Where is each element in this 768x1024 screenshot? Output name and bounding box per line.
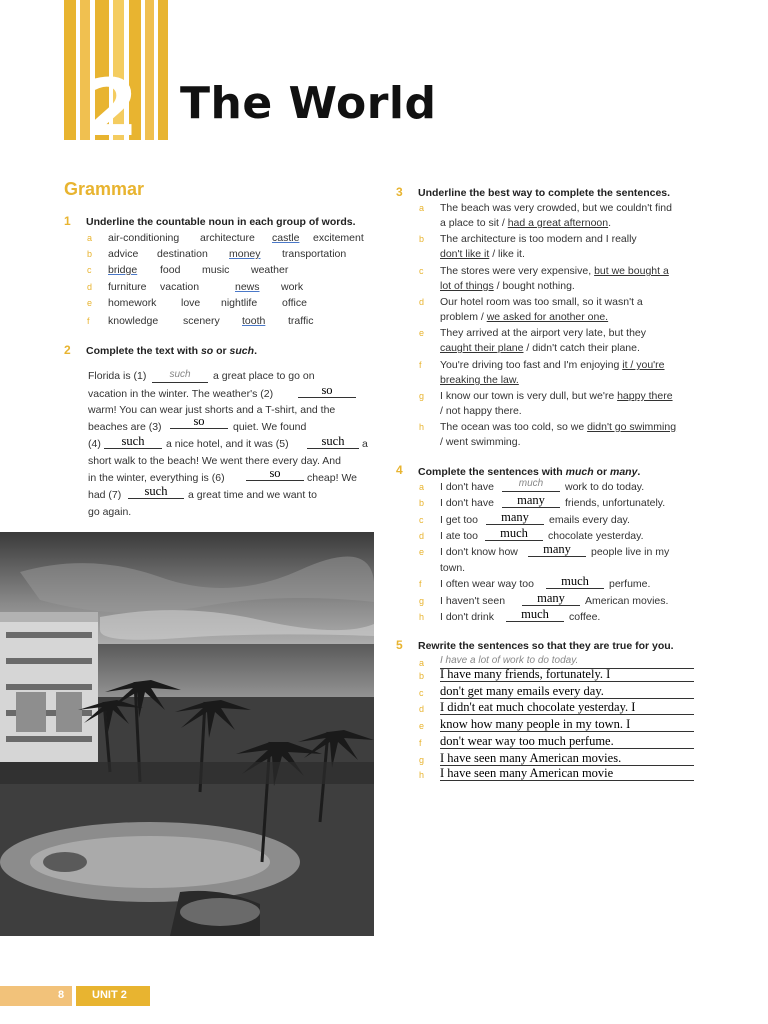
example-answer-line[interactable]: I have a lot of work to do today. (440, 654, 694, 669)
underlined-answer[interactable]: it / you're (622, 359, 665, 371)
answer-blank-5[interactable]: such (307, 434, 359, 449)
item-letter: c (87, 265, 92, 275)
underlined-answer[interactable]: lot of things (440, 280, 494, 292)
sentence-start: I don't have (440, 481, 494, 493)
answer-line[interactable]: I didn't eat much chocolate yesterday. I (440, 700, 694, 715)
sentence-line (440, 359, 665, 371)
underlined-answer[interactable]: caught their plane (440, 342, 524, 354)
answer-blank[interactable]: much (506, 607, 564, 622)
answer-line[interactable]: don't wear way too much perfume. (440, 734, 694, 749)
option-word[interactable]: traffic (288, 315, 314, 327)
sentence-line (440, 421, 676, 433)
option-word[interactable]: work (281, 281, 304, 293)
answer-blank[interactable]: many (486, 510, 544, 525)
resort-beach-photo (0, 532, 374, 936)
item-letter: c (419, 688, 424, 698)
option-word[interactable]: furniture (108, 281, 147, 293)
text-line: cheap! We (307, 472, 358, 484)
option-word[interactable]: transportation (282, 248, 347, 260)
sentence-line: / went swimming. (440, 436, 521, 448)
text-line: short walk to the beach! We went there every day. And (88, 455, 341, 467)
sentence-fragment: / bought nothing. (493, 280, 575, 292)
sentence-end: people live in my (591, 546, 670, 558)
underlined-answer[interactable]: we asked for another one. (486, 311, 609, 323)
underlined-answer[interactable]: didn't go swimming (587, 421, 677, 433)
text-line: vacation in the winter. The weather's (2) (88, 388, 274, 400)
sentence-end: coffee. (569, 611, 601, 623)
instruction-such: such (229, 345, 255, 357)
exercise-4-number: 4 (396, 463, 403, 477)
item-letter: g (419, 755, 425, 765)
sentence-fragment: / like it. (489, 248, 525, 260)
instruction-text: Complete the sentences with (418, 466, 566, 478)
instruction-or: or (213, 345, 230, 357)
sentence-start: I get too (440, 514, 478, 526)
item-letter: f (419, 738, 422, 748)
sentence-start: I often wear way too (440, 578, 534, 590)
item-letter: d (419, 297, 425, 307)
exercise-2-number: 2 (64, 343, 71, 357)
option-word[interactable]: excitement (313, 232, 364, 244)
exercise-2-instruction (86, 345, 257, 357)
option-word[interactable]: nightlife (221, 297, 258, 309)
instruction-end: . (637, 466, 641, 478)
answer-blank[interactable]: much (546, 574, 604, 589)
instruction-much: much (565, 466, 594, 478)
item-letter: d (419, 531, 425, 541)
instruction-so: so (200, 345, 214, 357)
option-word[interactable]: vacation (160, 281, 200, 293)
item-letter: b (87, 249, 93, 259)
page-number: 8 (58, 989, 65, 1001)
text-line: warm! You can wear just shorts and a T-shirt, and the (88, 404, 336, 416)
item-letter: f (419, 360, 422, 370)
option-word[interactable]: air-conditioning (108, 232, 180, 244)
item-letter: c (419, 515, 424, 525)
answer-word[interactable]: tooth (242, 315, 266, 327)
item-letter: d (419, 704, 425, 714)
option-word[interactable]: knowledge (108, 315, 159, 327)
item-letter: b (419, 498, 425, 508)
sentence-line: The architecture is too modern and I really (440, 233, 637, 245)
item-letter: h (419, 770, 425, 780)
option-word[interactable]: love (181, 297, 201, 309)
text-line: a great time and we want to (188, 489, 317, 501)
sentence-line (440, 390, 673, 402)
sentence-line (440, 280, 575, 292)
answer-blank-3[interactable]: so (170, 414, 228, 429)
sentence-fragment: You're driving too fast and I'm enjoying (440, 359, 623, 371)
sentence-start: I don't have (440, 497, 494, 509)
sentence-end: friends, unfortunately. (565, 497, 666, 509)
item-letter: a (87, 233, 93, 243)
item-letter: a (419, 658, 425, 668)
answer-word[interactable]: news (235, 281, 260, 293)
sentence-end: emails every day. (549, 514, 630, 526)
text-line: in the winter, everything is (6) (88, 472, 225, 484)
text-line: had (7) (88, 489, 122, 501)
sentence-line: The beach was very crowded, but we couldn't find (440, 202, 672, 214)
answer-blank[interactable]: much (502, 477, 560, 492)
item-letter: b (419, 671, 425, 681)
exercise-5-number: 5 (396, 638, 403, 652)
answer-blank[interactable]: much (485, 526, 543, 541)
sentence-line (440, 342, 640, 354)
sentence-fragment: I know our town is very dull, but we're (440, 390, 618, 402)
exercise-3-instruction: Underline the best way to complete the sentences. (418, 187, 671, 199)
sentence-continuation: town. (440, 562, 466, 574)
sentence-start: I don't know how (440, 546, 518, 558)
exercise-5-instruction: Rewrite the sentences so that they are true for you. (418, 640, 674, 652)
item-letter: e (419, 721, 425, 731)
exercise-1-instruction: Underline the countable noun in each group of words. (86, 216, 356, 228)
sentence-start: I ate too (440, 530, 478, 542)
answer-line[interactable]: I have many friends, fortunately. I (440, 667, 694, 682)
text-line: a great place to go on (213, 370, 315, 382)
sentence-fragment: problem / (440, 311, 487, 323)
option-word[interactable]: destination (157, 248, 208, 260)
item-letter: a (419, 482, 425, 492)
item-letter: d (87, 282, 93, 292)
text-line: a nice hotel, and it was (5) (166, 438, 289, 450)
sentence-fragment: . (608, 217, 612, 229)
item-letter: f (419, 579, 422, 589)
answer-blank[interactable]: many (502, 493, 560, 508)
answer-line[interactable]: I have seen many American movie (440, 766, 694, 781)
answer-line[interactable]: I have seen many American movies. (440, 751, 694, 766)
text-line: quiet. We found (233, 421, 307, 433)
sentence-line: / not happy there. (440, 405, 522, 417)
text-line: a (362, 438, 368, 450)
sentence-fragment: a place to sit / (440, 217, 508, 229)
section-heading: Grammar (64, 179, 145, 199)
exercise-1-number: 1 (64, 214, 71, 228)
item-letter: h (419, 612, 425, 622)
sentence-start: I don't drink (440, 611, 494, 623)
item-letter: h (419, 422, 425, 432)
sentence-line: Our hotel room was too small, so it wasn't a (440, 296, 643, 308)
option-word[interactable]: homework (108, 297, 157, 309)
option-word[interactable]: music (202, 264, 230, 276)
answer-blank-7[interactable]: such (128, 484, 184, 499)
underlined-answer[interactable]: happy there (617, 390, 673, 402)
answer-blank-2[interactable]: so (298, 383, 356, 398)
sentence-end: work to do today. (565, 481, 645, 493)
sentence-line (440, 311, 608, 323)
sentence-end: chocolate yesterday. (548, 530, 644, 542)
answer-blank-4[interactable]: such (104, 434, 162, 449)
underlined-answer[interactable]: breaking the law. (440, 374, 519, 386)
item-letter: e (419, 328, 425, 338)
sentence-line: They arrived at the airport very late, but they (440, 327, 647, 339)
page-title: The World (180, 78, 437, 129)
sentence-start: I haven't seen (440, 595, 506, 607)
answer-word[interactable]: bridge (108, 264, 138, 276)
option-word[interactable]: office (282, 297, 307, 309)
text-line: go again. (88, 506, 132, 518)
answer-blank[interactable]: many (522, 591, 580, 606)
sentence-fragment: The ocean was too cold, so we (440, 421, 588, 433)
sentence-line (440, 217, 611, 229)
text-line: beaches are (3) (88, 421, 162, 433)
item-letter: b (419, 234, 425, 244)
answer-blank-1[interactable]: such (152, 368, 208, 383)
option-word[interactable]: architecture (200, 232, 255, 244)
text-line: (4) (88, 438, 101, 450)
unit-number: 2 (84, 64, 139, 154)
answer-line[interactable]: know how many people in my town. I (440, 717, 694, 732)
option-word[interactable]: scenery (183, 315, 220, 327)
underlined-answer[interactable]: but we bought a (594, 265, 669, 277)
text-line: Florida is (1) (88, 370, 147, 382)
option-word[interactable]: weather (251, 264, 289, 276)
item-letter: g (419, 391, 425, 401)
answer-line[interactable]: don't get many emails every day. (440, 684, 694, 699)
item-letter: a (419, 203, 425, 213)
underlined-answer[interactable]: had a great afternoon (507, 217, 609, 229)
item-letter: e (419, 547, 425, 557)
instruction-or: or (593, 466, 610, 478)
sentence-line (440, 248, 525, 260)
item-letter: g (419, 596, 425, 606)
instruction-many: many (609, 466, 638, 478)
answer-blank-6[interactable]: so (246, 466, 304, 481)
instruction-text: Complete the text with (86, 345, 201, 357)
sentence-fragment: / didn't catch their plane. (523, 342, 640, 354)
answer-word[interactable]: money (229, 248, 261, 260)
answer-blank[interactable]: many (528, 542, 586, 557)
sentence-line (440, 374, 519, 386)
footer-unit-label: UNIT 2 (92, 989, 127, 1001)
option-word[interactable]: food (160, 264, 181, 276)
instruction-end: . (254, 345, 257, 357)
exercise-3-number: 3 (396, 185, 403, 199)
item-letter: f (87, 316, 90, 326)
option-word[interactable]: advice (108, 248, 139, 260)
sentence-line (440, 265, 669, 277)
sentence-fragment: The stores were very expensive, (440, 265, 595, 277)
sentence-end: perfume. (609, 578, 651, 590)
item-letter: c (419, 266, 424, 276)
sentence-end: American movies. (585, 595, 669, 607)
underlined-answer[interactable]: don't like it (440, 248, 490, 260)
item-letter: e (87, 298, 93, 308)
answer-word[interactable]: castle (272, 232, 300, 244)
